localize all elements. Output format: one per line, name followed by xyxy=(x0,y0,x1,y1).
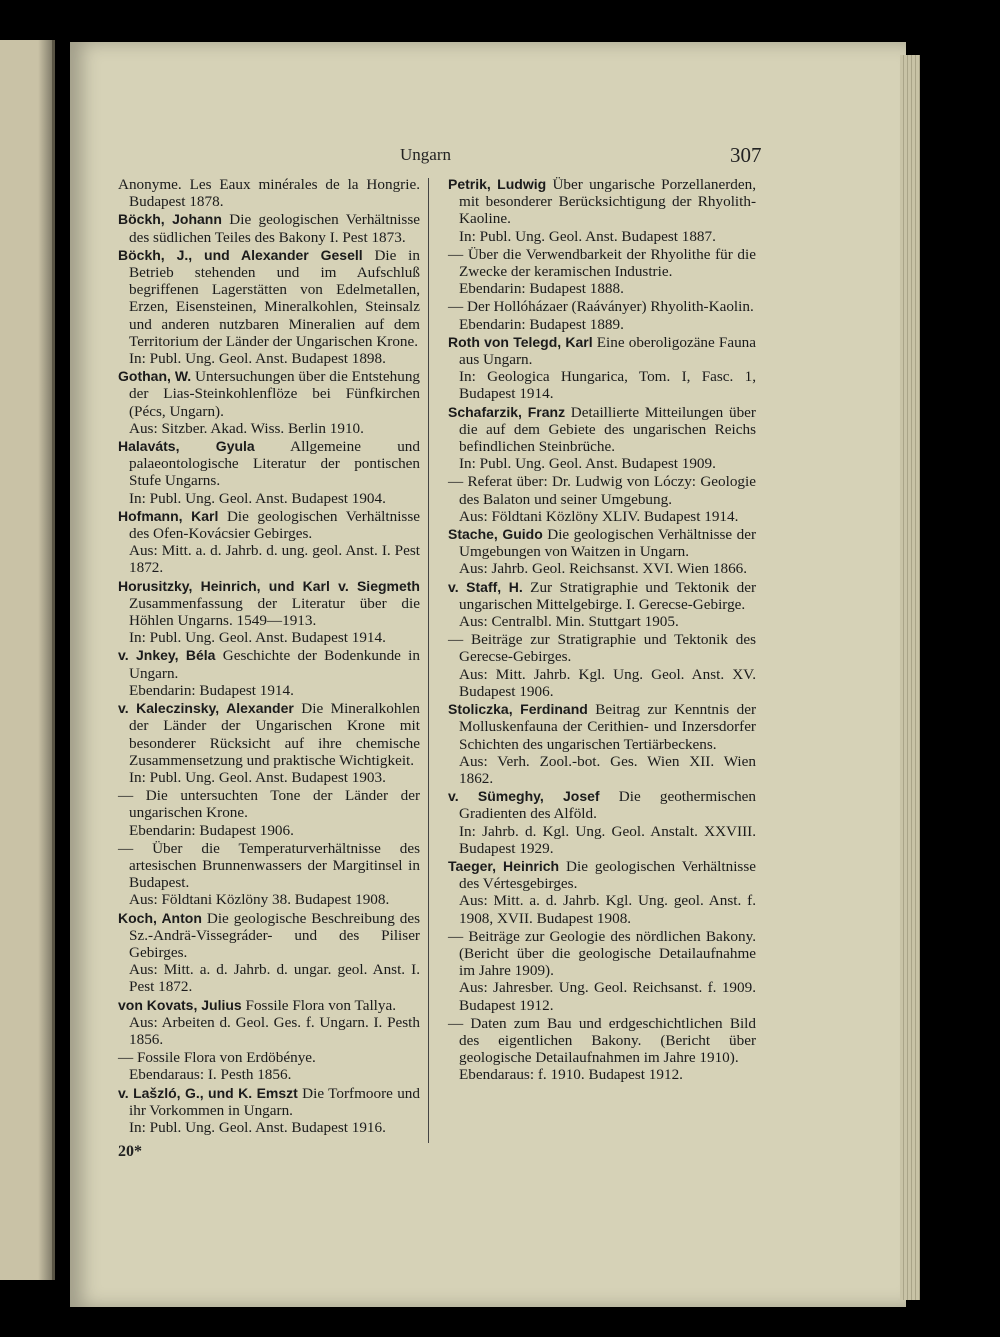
entry-author: Petrik, Ludwig xyxy=(448,176,547,192)
entry-author: Hofmann, Karl xyxy=(118,507,219,524)
entry-main xyxy=(118,1085,420,1119)
entry-publication: Ebendarin: Budapest 1914. xyxy=(129,681,294,699)
entry-main xyxy=(448,858,756,892)
entry-publication: In: Publ. Ung. Geol. Anst. Budapest 1887. xyxy=(459,227,716,245)
bibliography-entry xyxy=(118,438,420,507)
entry-main xyxy=(448,298,756,315)
entry-author: v. Lašzló, G., und K. Emszt xyxy=(118,1084,298,1101)
entry-main xyxy=(448,404,756,456)
entry-main xyxy=(118,508,420,542)
entry-title: — Daten zum Bau und erdgeschichtlichen Bild des eigentlichen Bakony. (Bericht über geologische Detailaufnahmen im Jahre 1910). xyxy=(448,1014,756,1067)
entry-publication: In: Publ. Ung. Geol. Anst. Budapest 1898. xyxy=(129,350,386,368)
entry-publication: Aus: Mitt. Jahrb. Kgl. Ung. Geol. Anst. XV. Budapest 1906. xyxy=(459,665,756,700)
entry-publication: Aus: Földtani Közlöny XLIV. Budapest 1914. xyxy=(459,507,739,525)
entry-publication: In: Publ. Ung. Geol. Anst. Budapest 1916. xyxy=(129,1118,386,1136)
entry-title: Eine oberoligozäne Fauna aus Ungarn. xyxy=(459,333,757,369)
entry-publication: Aus: Jahresber. Ung. Geol. Reichsanst. f. 1909. Budapest 1912. xyxy=(459,979,756,1014)
entry-main xyxy=(118,997,420,1014)
entry-publication: Aus: Mitt. a. d. Jahrb. d. ungar. geol. Anst. I. Pest 1872. xyxy=(129,961,420,996)
facing-page-edge xyxy=(0,40,55,1280)
entry-title: — Fossile Flora von Erdöbénye. xyxy=(118,1049,316,1067)
entry-publication: In: Publ. Ung. Geol. Anst. Budapest 1903. xyxy=(129,768,386,786)
bibliography-entry xyxy=(448,631,756,700)
entry-author: Stache, Guido xyxy=(448,526,543,543)
entry-title: — Die untersuchten Tone der Länder der ungarischen Krone. xyxy=(118,787,420,822)
entry-main xyxy=(118,247,420,350)
entry-main xyxy=(118,211,420,245)
entry-title: — Über die Temperaturverhältnisse des artesischen Brunnenwassers der Margitinsel in Budapest. xyxy=(118,839,420,892)
page-stack-edge xyxy=(900,55,920,1300)
entry-title: Die geologischen Verhältnisse des südlichen Teiles des Bakony I. Pest 1873. xyxy=(129,211,420,246)
bibliography-entry xyxy=(448,701,756,787)
entry-publication: In: Publ. Ung. Geol. Anst. Budapest 1904. xyxy=(129,489,386,507)
bibliography-entry xyxy=(118,508,420,577)
entry-main xyxy=(448,788,756,822)
entry-author: v. Jnkey, Béla xyxy=(118,647,216,664)
entry-title: Detaillierte Mitteilungen über die auf dem Gebiete des ungarischen Reichs befindlichen Steinbrüche. xyxy=(459,403,756,456)
entry-publication: Aus: Sitzber. Akad. Wiss. Berlin 1910. xyxy=(129,419,364,437)
entry-author: Böckh, J., und Alexander Gesell xyxy=(118,246,363,263)
entry-publication: Ebendarin: Budapest 1888. xyxy=(459,280,624,298)
entry-publication: In: Publ. Ung. Geol. Anst. Budapest 1909. xyxy=(459,455,716,473)
entry-publication: Ebendaraus: f. 1910. Budapest 1912. xyxy=(459,1066,683,1084)
entry-title: — Referat über: Dr. Ludwig von Lóczy: Geologie des Balaton und seiner Umgebung. xyxy=(448,473,756,508)
entry-title: Allgemeine und palaeontologische Literatur der pontischen Stufe Ungarns. xyxy=(129,438,420,490)
bibliography-entry xyxy=(118,997,420,1049)
page-number: 307 xyxy=(730,143,762,167)
bibliography-entry xyxy=(118,647,420,699)
signature-mark: 20* xyxy=(118,1143,142,1160)
bibliography-entry xyxy=(118,247,420,367)
bibliography-entry xyxy=(448,298,756,332)
entry-publication: Aus: Verh. Zool.-bot. Ges. Wien XII. Wien 1862. xyxy=(459,752,756,787)
bibliography-entry xyxy=(448,526,756,578)
entry-main xyxy=(448,928,756,980)
entry-publication: Ebendarin: Budapest 1889. xyxy=(459,315,624,333)
entry-author: Böckh, Johann xyxy=(118,211,222,228)
entry-title: Zusammenfassung der Literatur über die Höhlen Ungarns. 1549—1913. xyxy=(129,594,420,630)
right-column xyxy=(448,176,756,1085)
entry-publication: Ebendaraus: I. Pesth 1856. xyxy=(129,1066,292,1084)
entry-author: Stoliczka, Ferdinand xyxy=(448,701,588,718)
entry-main xyxy=(118,647,420,681)
entry-publication: Aus: Arbeiten d. Geol. Ges. f. Ungarn. I. Pesth 1856. xyxy=(129,1013,420,1048)
entry-main xyxy=(118,910,420,962)
bibliography-entry xyxy=(448,334,756,403)
entry-title: — Beiträge zur Geologie des nördlichen Bakony. (Bericht über die geologische Detailaufnahme im Jahre 1909). xyxy=(448,927,756,980)
entry-main xyxy=(118,1049,420,1066)
entry-main xyxy=(448,526,756,560)
entry-publication: Ebendarin: Budapest 1906. xyxy=(129,821,294,839)
entry-main xyxy=(448,176,756,228)
gutter-shadow xyxy=(38,40,52,1280)
entry-title: Die in Betrieb stehenden und im Aufschluß begriffenen Lagerstätten von Edelmetallen, Erzen, Eisensteinen, Mineralkohlen, Steinsalz und anderen nutzbaren Mineralien auf dem Territorium der Länder der Ungarischen Krone. xyxy=(129,246,420,350)
entry-author: v. Staff, H. xyxy=(448,578,523,595)
entry-publication: Aus: Földtani Közlöny 38. Budapest 1908. xyxy=(129,891,390,909)
entry-title: Beitrag zur Kenntnis der Molluskenfauna der Cerithien- und Inzersdorfer Schichten des ungarischen Tertiärbeckens. xyxy=(459,701,757,753)
entry-author: Taeger, Heinrich xyxy=(448,857,560,874)
bibliography-entry xyxy=(448,788,756,857)
bibliography-entry xyxy=(118,1085,420,1137)
entry-title: Über ungarische Porzellanerden, mit besonderer Berücksichtigung der Rhyolith-Kaoline. xyxy=(459,176,756,228)
bibliography-entry xyxy=(448,404,756,473)
entry-main xyxy=(118,700,420,769)
entry-main xyxy=(448,1015,756,1067)
entry-title: Die geologischen Verhältnisse des Ofen-Kovácsier Gebirges. xyxy=(129,507,420,543)
entry-main xyxy=(118,578,420,630)
entry-title: Fossile Flora von Tallya. xyxy=(245,996,397,1014)
bibliography-entry xyxy=(448,579,756,631)
entry-author: Gothan, W. xyxy=(118,368,192,385)
entry-publication: Aus: Jahrb. Geol. Reichsanst. XVI. Wien 1866. xyxy=(459,560,748,578)
entry-title: Die geologische Beschreibung des Sz.-Andrä-Vissegráder- und des Piliser Gebirges. xyxy=(129,909,421,961)
entry-publication: Aus: Centralbl. Min. Stuttgart 1905. xyxy=(459,613,679,631)
entry-author: Koch, Anton xyxy=(118,909,202,926)
entry-title: — Beiträge zur Stratigraphie und Tektonik des Gerecse-Gebirges. xyxy=(448,631,756,666)
entry-title: Untersuchungen über die Entstehung der Lias-Steinkohlenflöze bei Fünfkirchen (Pécs, Ungarn). xyxy=(129,368,421,420)
bibliography-entry xyxy=(448,1015,756,1084)
entry-main xyxy=(118,176,420,210)
entry-main xyxy=(118,438,420,490)
entry-author: Horusitzky, Heinrich, und Karl v. Siegmeth xyxy=(118,577,420,594)
bibliography-entry xyxy=(118,368,420,437)
entry-main xyxy=(448,334,756,368)
entry-main xyxy=(448,473,756,507)
entry-publication: In: Jahrb. d. Kgl. Ung. Geol. Anstalt. XXVIII. Budapest 1929. xyxy=(459,822,756,857)
entry-main xyxy=(118,787,420,821)
bibliography-entry xyxy=(118,176,420,210)
bibliography-entry xyxy=(448,473,756,525)
entry-title: Die geologischen Verhältnisse der Umgebungen von Waitzen in Ungarn. xyxy=(459,526,756,561)
entry-title: Geschichte der Bodenkunde in Ungarn. xyxy=(129,647,420,682)
left-column xyxy=(118,176,420,1137)
bibliography-entry xyxy=(448,858,756,927)
bibliography-entry xyxy=(118,211,420,245)
bibliography-entry xyxy=(118,910,420,996)
entry-main xyxy=(448,246,756,280)
bibliography-entry xyxy=(118,787,420,839)
entry-main xyxy=(448,701,756,753)
entry-title: — Der Hollóházaer (Raáványer) Rhyolith-Kaolin. xyxy=(448,298,754,316)
bibliography-entry xyxy=(448,176,756,245)
entry-main xyxy=(448,631,756,665)
entry-title: Anonyme. Les Eaux minérales de la Hongrie. Budapest 1878. xyxy=(118,176,420,211)
entry-main xyxy=(118,368,420,420)
entry-title: Die geothermischen Gradienten des Alföld. xyxy=(459,788,757,823)
entry-publication: Aus: Mitt. a. d. Jahrb. Kgl. Ung. geol. Anst. f. 1908, XVII. Budapest 1908. xyxy=(459,892,756,927)
entry-title: — Über die Verwendbarkeit der Rhyolithe für die Zwecke der keramischen Industrie. xyxy=(448,245,756,281)
column-divider xyxy=(428,178,429,1143)
entry-author: Roth von Telegd, Karl xyxy=(448,333,593,350)
entry-main xyxy=(118,840,420,892)
entry-author: v. Sümeghy, Josef xyxy=(448,788,600,805)
entry-title: Die geologischen Verhältnisse des Vértesgebirges. xyxy=(459,857,756,893)
bibliography-entry xyxy=(448,246,756,298)
entry-title: Zur Stratigraphie und Tektonik der ungarischen Mittelgebirge. I. Gerecse-Gebirge. xyxy=(459,578,756,613)
entry-title: Die Mineralkohlen der Länder der Ungarischen Krone mit besonderer Rücksicht auf ihre chemische Zusammensetzung und praktische Wichtigkeit. xyxy=(129,700,421,769)
bibliography-entry xyxy=(448,928,756,1014)
entry-publication: In: Geologica Hungarica, Tom. I, Fasc. 1, Budapest 1914. xyxy=(459,368,756,403)
bibliography-entry xyxy=(118,700,420,786)
bibliography-entry xyxy=(118,1049,420,1083)
entry-title: Die Torfmoore und ihr Vorkommen in Ungarn. xyxy=(129,1084,420,1119)
entry-author: v. Kaleczinsky, Alexander xyxy=(118,700,294,717)
entry-publication: Aus: Mitt. a. d. Jahrb. d. ung. geol. Anst. I. Pest 1872. xyxy=(129,542,420,577)
running-title: Ungarn xyxy=(400,145,451,164)
bibliography-entry xyxy=(118,840,420,909)
entry-main xyxy=(448,579,756,613)
entry-author: Schafarzik, Franz xyxy=(448,403,566,420)
bibliography-entry xyxy=(118,578,420,647)
entry-author: von Kovats, Julius xyxy=(118,996,242,1013)
entry-author: Halaváts, Gyula xyxy=(118,438,255,455)
entry-publication: In: Publ. Ung. Geol. Anst. Budapest 1914. xyxy=(129,629,386,647)
